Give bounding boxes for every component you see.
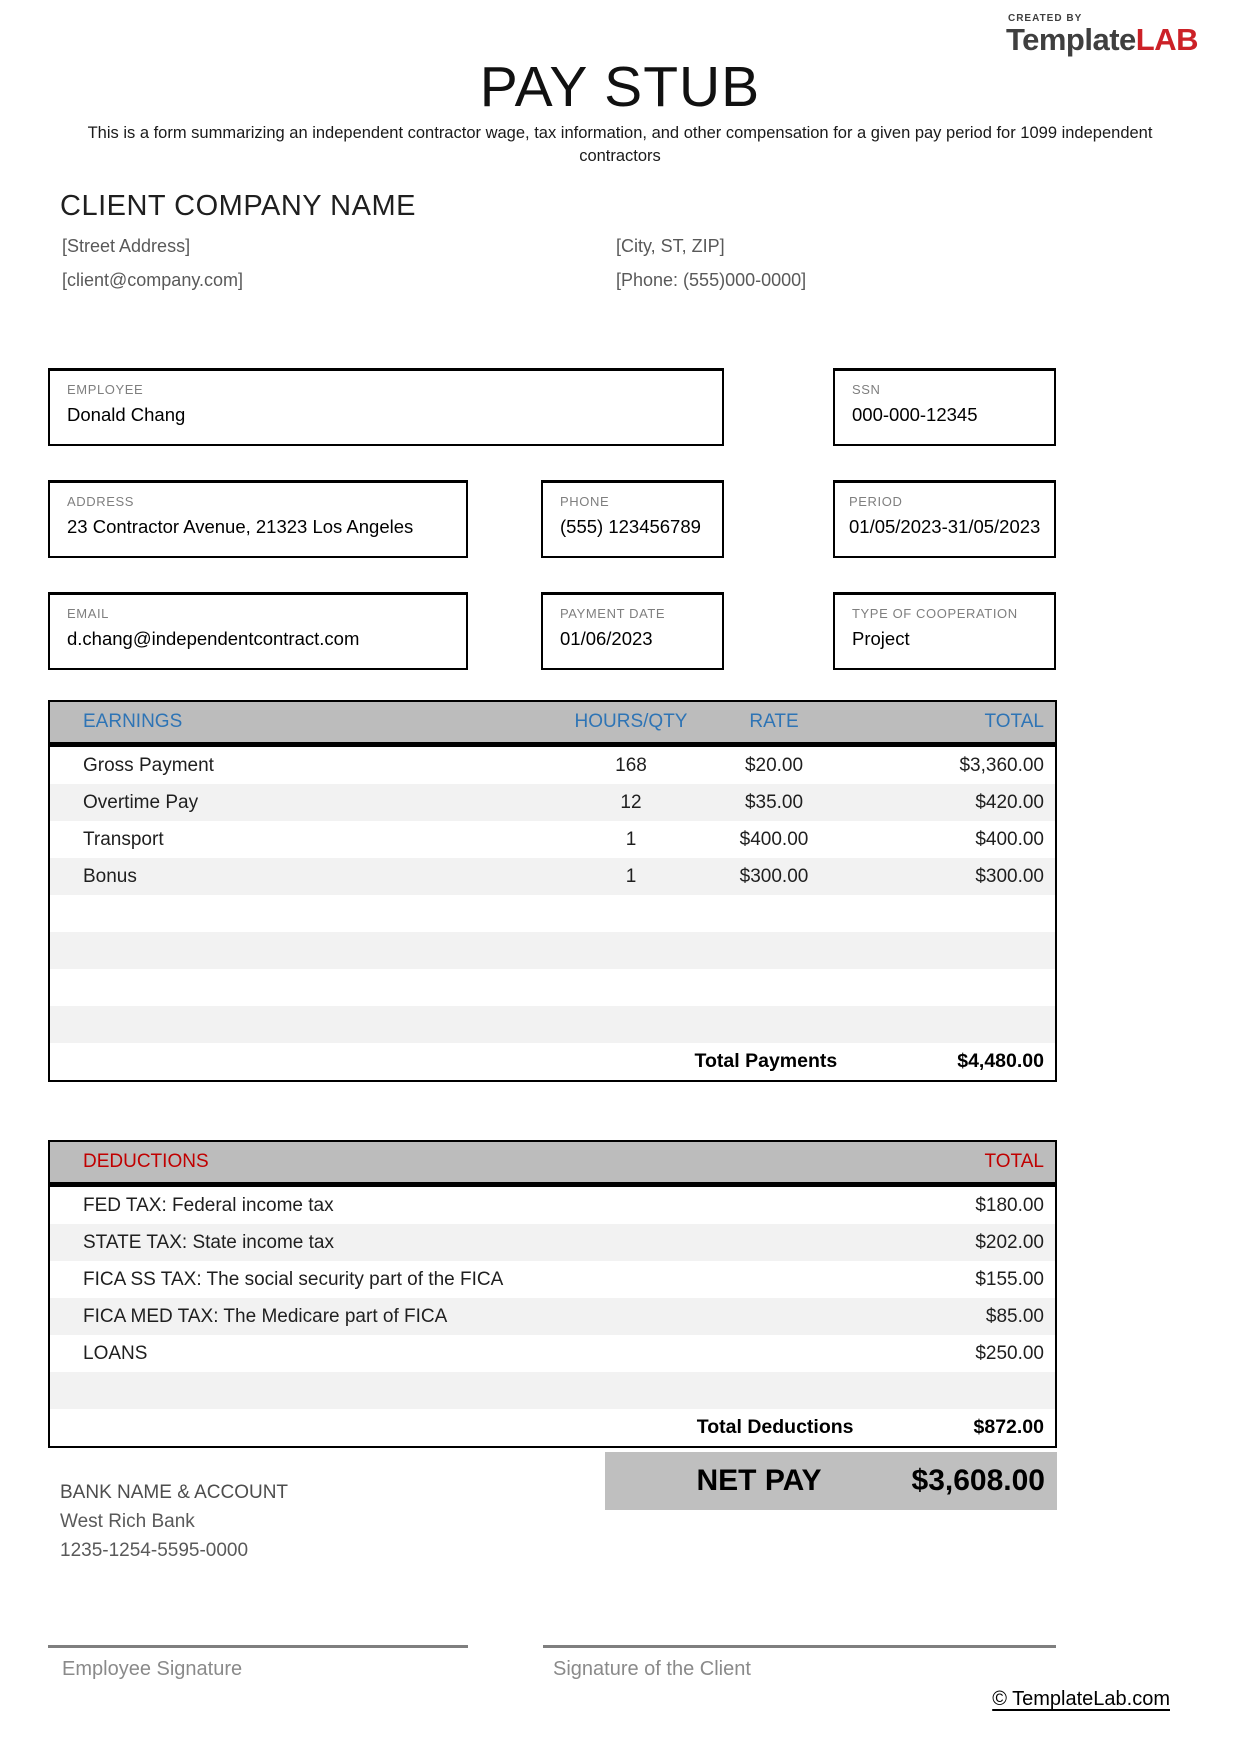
net-pay-bar (605, 1452, 1057, 1510)
total-deductions-label: Total Deductions (696, 1416, 854, 1438)
page-title: PAY STUB (479, 55, 761, 119)
table-row (50, 1298, 1055, 1335)
period-box (833, 480, 1056, 558)
logo-template-text: Template (1005, 22, 1136, 57)
logo-created-by: CREATED BY (1007, 13, 1083, 24)
net-pay-value: $3,608.00 (911, 1464, 1045, 1497)
cooperation-label: TYPE OF COOPERATION (852, 606, 1018, 621)
address-label: ADDRESS (67, 494, 135, 509)
payment-date-label: PAYMENT DATE (560, 606, 666, 621)
deductions-body (50, 1187, 1055, 1446)
empty-row (50, 895, 1055, 932)
earning-total: $400.00 (975, 828, 1044, 850)
client-city-placeholder: [City, ST, ZIP] (616, 236, 725, 256)
earning-name: Transport (83, 828, 164, 850)
payment-date-value: 01/06/2023 (560, 628, 653, 649)
rate-header: RATE (749, 711, 799, 732)
cooperation-box (833, 592, 1056, 670)
employee-signature-line (48, 1645, 468, 1648)
table-row (50, 747, 1055, 784)
earnings-header: EARNINGS (83, 711, 183, 732)
earning-total: $420.00 (975, 791, 1044, 813)
earning-rate: $300.00 (739, 865, 809, 887)
deduction-name: FICA MED TAX: The Medicare part of FICA (83, 1305, 448, 1327)
bank-block (60, 1478, 288, 1565)
bank-label: BANK NAME & ACCOUNT (60, 1482, 289, 1503)
total-header: TOTAL (984, 711, 1044, 732)
email-box (48, 592, 468, 670)
page-subtitle: This is a form summarizing an independent contractor wage, tax information, and other compensation for a given pay period for 1099 independent contractors (87, 124, 1153, 165)
payment-date-box (541, 592, 724, 670)
period-label: PERIOD (849, 494, 903, 509)
table-row (50, 784, 1055, 821)
deduction-total: $85.00 (985, 1305, 1044, 1327)
net-pay-label: NET PAY (696, 1464, 822, 1497)
bank-account-number: 1235-1254-5595-0000 (60, 1540, 249, 1561)
client-signature-label: Signature of the Client (553, 1658, 751, 1680)
earnings-body (50, 747, 1055, 1080)
table-row (50, 1261, 1055, 1298)
earning-rate: $35.00 (744, 791, 804, 813)
empty-row (50, 969, 1055, 1006)
deduction-name: FICA SS TAX: The social security part of the FICA (83, 1268, 504, 1290)
phone-label: PHONE (560, 494, 610, 509)
ssn-value: 000-000-12345 (852, 404, 978, 425)
deduction-name: FED TAX: Federal income tax (83, 1194, 334, 1216)
client-email-placeholder: [client@company.com] (62, 270, 244, 290)
table-row (50, 1187, 1055, 1224)
empty-row (50, 932, 1055, 969)
earnings-header-row (50, 702, 1055, 742)
address-value: 23 Contractor Avenue, 21323 Los Angeles (67, 516, 414, 537)
bank-name: West Rich Bank (60, 1511, 195, 1532)
earning-rate: $400.00 (739, 828, 809, 850)
table-row (50, 1335, 1055, 1372)
email-label: EMAIL (67, 606, 110, 621)
email-value: d.chang@independentcontract.com (67, 628, 360, 649)
earning-qty: 168 (615, 754, 647, 776)
earning-name: Overtime Pay (83, 791, 199, 813)
empty-row (50, 1006, 1055, 1043)
deductions-table (48, 1140, 1057, 1448)
employee-box (48, 368, 724, 446)
deductions-total-header: TOTAL (984, 1151, 1044, 1172)
earning-name: Gross Payment (83, 754, 214, 776)
phone-value: (555) 123456789 (560, 516, 701, 537)
table-row (50, 1224, 1055, 1261)
employee-signature-label: Employee Signature (62, 1658, 243, 1680)
deduction-total: $180.00 (975, 1194, 1044, 1216)
earning-name: Bonus (83, 865, 137, 887)
client-signature-line (543, 1645, 1056, 1648)
address-box (48, 480, 468, 558)
deduction-total: $250.00 (975, 1342, 1044, 1364)
templatelab-logo (1006, 14, 1198, 55)
earning-qty: 12 (620, 791, 642, 813)
client-street-placeholder: [Street Address] (62, 236, 191, 256)
phone-box (541, 480, 724, 558)
deductions-header: DEDUCTIONS (83, 1151, 209, 1172)
earning-qty: 1 (625, 828, 637, 850)
client-company-name: CLIENT COMPANY NAME (60, 190, 416, 222)
deductions-header-row (50, 1142, 1055, 1182)
deduction-name: LOANS (83, 1342, 148, 1364)
earning-total: $300.00 (975, 865, 1044, 887)
deduction-total: $155.00 (975, 1268, 1044, 1290)
total-deductions-value: $872.00 (973, 1416, 1044, 1438)
employee-label: EMPLOYEE (67, 382, 144, 397)
employee-value: Donald Chang (67, 404, 186, 425)
deduction-total: $202.00 (975, 1231, 1044, 1253)
templatelab-footer-link[interactable]: © TemplateLab.com (992, 1688, 1170, 1710)
hours-qty-header: HOURS/QTY (574, 711, 688, 732)
total-deductions-row (50, 1409, 1055, 1446)
deduction-name: STATE TAX: State income tax (83, 1231, 334, 1253)
empty-row (50, 1372, 1055, 1409)
total-payments-label: Total Payments (694, 1050, 838, 1072)
earning-qty: 1 (625, 865, 637, 887)
period-value: 01/05/2023-31/05/2023 (849, 516, 1041, 537)
cooperation-value: Project (852, 628, 910, 649)
total-payments-value: $4,480.00 (957, 1050, 1044, 1072)
ssn-box (833, 368, 1056, 446)
earnings-table (48, 700, 1057, 1082)
client-phone-placeholder: [Phone: (555)000-0000] (616, 270, 807, 290)
earning-rate: $20.00 (744, 754, 804, 776)
earning-total: $3,360.00 (959, 754, 1044, 776)
table-row (50, 821, 1055, 858)
total-payments-row (50, 1043, 1055, 1080)
logo-wordmark (1006, 24, 1198, 55)
logo-lab-text: LAB (1135, 22, 1198, 57)
ssn-label: SSN (852, 382, 881, 397)
table-row (50, 858, 1055, 895)
